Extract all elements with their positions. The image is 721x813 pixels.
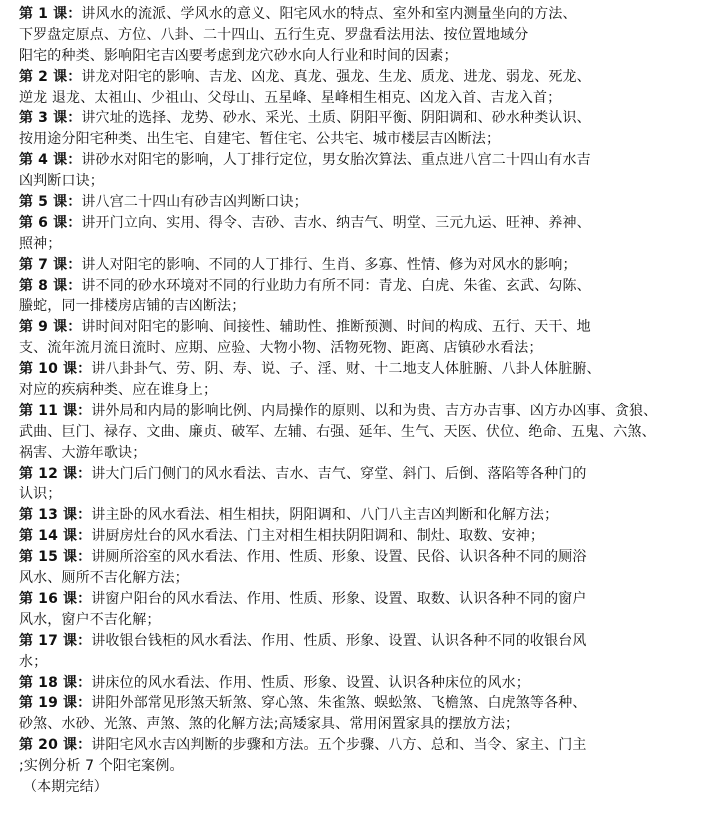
- lesson-continuation-line: [19, 756, 719, 777]
- lesson-line: [19, 589, 719, 610]
- lesson-text: 讲床位的风水看法、作用、性质、形象、设置、认识各种床位的风水；: [91, 674, 530, 691]
- lesson-text: 风水、厕所不吉化解方法；: [19, 570, 189, 587]
- lesson-continuation-line: [19, 296, 719, 317]
- lesson-label: 第 10 课：: [19, 361, 92, 378]
- lesson-continuation-line: [19, 422, 719, 443]
- lesson-text: 水；: [19, 653, 48, 670]
- lesson-text: 讲主卧的风水看法、相生相扶，阴阳调和、八门八主吉凶判断和化解方法；: [91, 507, 559, 524]
- lesson-label: 第 9 课：: [19, 319, 82, 336]
- lesson-text: 下罗盘定原点、方位、八卦、二十四山、五行生克、罗盘看法用法、按位置地域分: [19, 26, 529, 43]
- lesson-line: [19, 464, 719, 485]
- lesson-label: 第 7 课：: [19, 256, 82, 273]
- lesson-text: 凶判断口诀；: [19, 173, 104, 190]
- lesson-label: 第 11 课：: [19, 402, 92, 419]
- lesson-text: 砂煞、水砂、光煞、声煞、煞的化解方法;高矮家具、常用闲置家具的摆放方法；: [19, 716, 520, 733]
- lesson-label: 第 8 课：: [19, 277, 82, 294]
- lesson-label: 第 15 课：: [19, 549, 92, 566]
- lesson-line: [19, 505, 719, 526]
- lesson-continuation-line: [19, 25, 719, 46]
- lesson-text: 认识；: [19, 486, 62, 503]
- lesson-continuation-line: [19, 484, 719, 505]
- lesson-line: [19, 192, 719, 213]
- lesson-line: [19, 255, 719, 276]
- lesson-text: 对应的疾病种类、应在谁身上；: [19, 382, 218, 399]
- lesson-text: 讲开门立向、实用、得令、吉砂、吉水、纳吉气、明堂、三元九运、旺神、养神、: [81, 214, 591, 231]
- lesson-text: 讲大门后门侧门的风水看法、吉水、吉气、穿堂、斜门、后倒、落陷等各种门的: [91, 465, 587, 482]
- lesson-text: 讲八卦卦气、劳、阴、寿、说、子、淫、财、十二地支人体脏腑、八卦人体脏腑、: [91, 361, 601, 378]
- lesson-text: 祸害、大游年歌诀；: [19, 444, 147, 461]
- lesson-text: 螣蛇，同一排楼房店铺的吉凶断法；: [19, 298, 246, 315]
- lesson-continuation-line: [19, 568, 719, 589]
- lesson-text: 讲外局和内局的影响比例、内局操作的原则、以和为贵、吉方办吉事、凶方办凶事、贪狼、: [91, 402, 658, 419]
- lesson-text: 讲阳外部常见形煞天斩煞、穿心煞、朱雀煞、蜈蚣煞、飞檐煞、白虎煞等各种、: [91, 695, 587, 712]
- lesson-label: 第 16 课：: [19, 590, 92, 607]
- lesson-text: 讲穴址的选择、龙势、砂水、采光、土质、阴阳平衡、阴阳调和、砂水种类认识、: [81, 110, 591, 127]
- lesson-label: 第 17 课：: [19, 632, 92, 649]
- lesson-text: 讲人对阳宅的影响、不同的人丁排行、生肖、多寡、性情、修为对风水的影响；: [81, 256, 577, 273]
- course-outline: [19, 4, 719, 798]
- lesson-continuation-line: [19, 610, 719, 631]
- lesson-line: [19, 526, 719, 547]
- lesson-text: 支、流年流月流日流时、应期、应验、大物小物、活物死物、距离、店镇砂水看法；: [19, 340, 543, 357]
- lesson-label: 第 2 课：: [19, 68, 82, 85]
- lesson-line: [19, 276, 719, 297]
- lesson-text: 讲窗户阳台的风水看法、作用、性质、形象、设置、取数、认识各种不同的窗户: [91, 590, 587, 607]
- lesson-label: 第 3 课：: [19, 110, 82, 127]
- lesson-label: 第 1 课：: [19, 6, 82, 22]
- lesson-line: [19, 631, 719, 652]
- lesson-text: 讲时间对阳宅的影响、间接性、辅助性、推断预测、时间的构成、五行、天干、地: [81, 319, 591, 336]
- lesson-label: 第 14 课：: [19, 528, 92, 545]
- lesson-text: ;实例分析 7 个阳宅案例。: [19, 758, 184, 775]
- lesson-text: 按用途分阳宅种类、出生宅、自建宅、暂住宅、公共宅、城市楼层吉凶断法；: [19, 131, 501, 148]
- lesson-continuation-line: [19, 714, 719, 735]
- lesson-label: 第 20 课：: [19, 737, 92, 754]
- lesson-line: [19, 693, 719, 714]
- lesson-text: 讲砂水对阳宅的影响，人丁排行定位，男女胎次算法、重点进八宫二十四山有水吉: [81, 152, 591, 169]
- lesson-continuation-line: [19, 380, 719, 401]
- lesson-label: 第 19 课：: [19, 695, 92, 712]
- lesson-label: 第 12 课：: [19, 465, 92, 482]
- lesson-continuation-line: [19, 443, 719, 464]
- lesson-line: [19, 547, 719, 568]
- lesson-line: [19, 317, 719, 338]
- lesson-text: 武曲、巨门、禄存、文曲、廉贞、破军、左辅、右强、延年、生气、天医、伏位、绝命、五鬼、六煞、: [19, 423, 656, 440]
- lesson-continuation-line: [19, 338, 719, 359]
- lesson-text: 阳宅的种类、影响阳宅吉凶要考虑到龙穴砂水向人行业和时间的因素；: [19, 47, 458, 64]
- lesson-text: 讲收银台钱柜的风水看法、作用、性质、形象、设置、认识各种不同的收银台风: [91, 632, 587, 649]
- lesson-text: 讲厕所浴室的风水看法、作用、性质、形象、设置、民俗、认识各种不同的厕浴: [91, 549, 587, 566]
- lesson-text: 讲八宫二十四山有砂吉凶判断口诀；: [81, 194, 308, 211]
- lesson-label: 第 6 课：: [19, 214, 82, 231]
- lesson-line: [19, 213, 719, 234]
- lesson-text: 讲厨房灶台的风水看法、门主对相生相扶阴阳调和、制灶、取数、安神；: [91, 528, 545, 545]
- lesson-continuation-line: [19, 652, 719, 673]
- lesson-line: [19, 359, 719, 380]
- lesson-text: 风水，窗户不吉化解；: [19, 611, 161, 628]
- lesson-text: 讲不同的砂水环境对不同的行业助力有所不同：青龙、白虎、朱雀、玄武、勾陈、: [81, 277, 591, 294]
- lesson-continuation-line: [19, 129, 719, 150]
- lesson-text: 讲风水的流派、学风水的意义、阳宅风水的特点、室外和室内测量坐向的方法、: [81, 6, 577, 22]
- end-note: （本期完结）: [23, 778, 108, 795]
- lesson-line: [19, 401, 719, 422]
- lesson-continuation-line: [19, 234, 719, 255]
- lesson-continuation-line: [19, 171, 719, 192]
- lesson-text: 逆龙 退龙、太祖山、少祖山、父母山、五星峰、星峰相生相克、凶龙入首、吉龙入首；: [19, 89, 562, 106]
- lesson-label: 第 13 课：: [19, 507, 92, 524]
- lesson-line: [19, 4, 719, 25]
- lesson-line: [19, 150, 719, 171]
- lesson-label: 第 4 课：: [19, 152, 82, 169]
- lesson-line: [19, 108, 719, 129]
- lesson-line: [19, 673, 719, 694]
- lesson-continuation-line: [19, 88, 719, 109]
- lesson-text: 讲龙对阳宅的影响、吉龙、凶龙、真龙、强龙、生龙、质龙、进龙、弱龙、死龙、: [81, 68, 591, 85]
- lesson-continuation-line: [19, 46, 719, 67]
- lesson-text: 讲阳宅风水吉凶判断的步骤和方法。五个步骤、八方、总和、当令、家主、门主: [91, 737, 587, 754]
- lesson-text: 照神；: [19, 235, 62, 252]
- lesson-label: 第 18 课：: [19, 674, 92, 691]
- lesson-line: [19, 735, 719, 756]
- lesson-line: [19, 67, 719, 88]
- lesson-label: 第 5 课：: [19, 194, 82, 211]
